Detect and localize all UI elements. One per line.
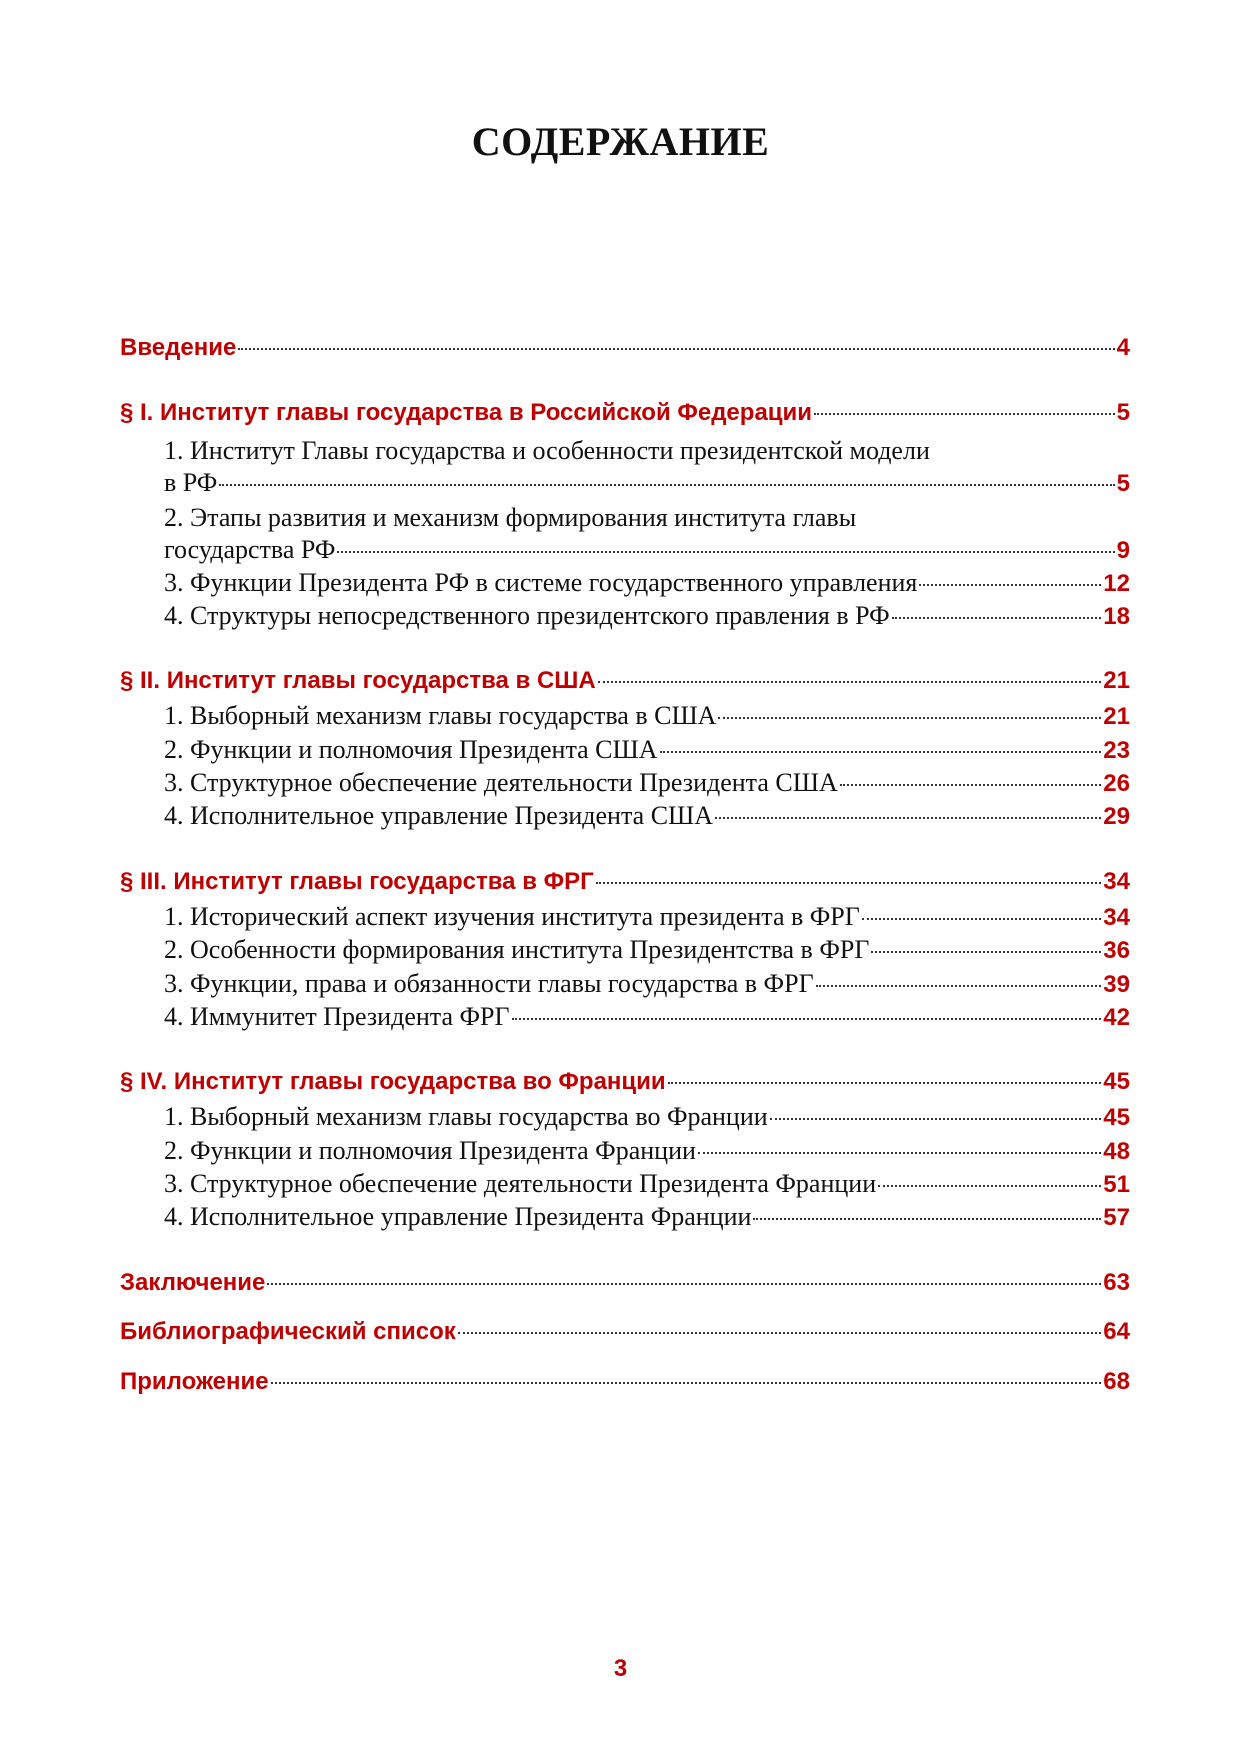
dot-leader [668, 1082, 1102, 1084]
toc-entry-page: 5 [1116, 470, 1130, 497]
toc-entry-page: 26 [1103, 770, 1130, 797]
toc-entry-label: Заключение [120, 1269, 266, 1296]
dot-leader [337, 551, 1114, 553]
dot-leader [816, 985, 1102, 987]
toc-entry-label: 3. Структурное обеспечение деятельности Президента США [164, 768, 838, 797]
dot-leader [814, 413, 1115, 415]
dot-leader [238, 348, 1114, 350]
toc-subsection-1-2[interactable] [164, 535, 1130, 571]
dot-leader [892, 617, 1102, 619]
toc-entry-label: 4. Иммунитет Президента ФРГ [164, 1002, 510, 1031]
toc-entry-page: 51 [1103, 1171, 1130, 1198]
dot-leader [770, 1118, 1102, 1120]
dot-leader [753, 1218, 1101, 1220]
toc-entry-bibliography[interactable] [120, 1318, 1130, 1354]
toc-subsection-2-3[interactable] [164, 768, 1130, 804]
toc-subsection-3-3[interactable] [164, 969, 1130, 1005]
dot-leader [267, 1283, 1101, 1285]
toc-entry-page: 4 [1116, 334, 1130, 361]
toc-entry-label: 4. Исполнительное управление Президента США [164, 801, 714, 830]
toc-entry-label: 1. Исторический аспект изучения института президента в ФРГ [164, 902, 860, 931]
toc-entry-conclusion[interactable] [120, 1269, 1130, 1305]
toc-entry-label: 1. Выборный механизм главы государства во Франции [164, 1102, 768, 1131]
toc-section-3[interactable] [120, 868, 1130, 904]
toc-entry-appendix[interactable] [120, 1368, 1130, 1404]
toc-entry-label: 2. Особенности формирования института Президентства в ФРГ [164, 935, 870, 964]
toc-entry-page: 21 [1103, 703, 1130, 730]
toc-entry-introduction[interactable] [120, 334, 1130, 370]
toc-entry-page: 29 [1103, 803, 1130, 830]
dot-leader [718, 717, 1101, 719]
toc-entry-page: 42 [1103, 1004, 1130, 1031]
toc-section-2[interactable] [120, 667, 1130, 703]
toc-entry-page: 12 [1103, 570, 1130, 597]
toc-entry-page: 18 [1103, 603, 1130, 630]
toc-entry-page: 39 [1103, 971, 1130, 998]
toc-entry-label: 3. Функции Президента РФ в системе государственного управления [164, 568, 918, 597]
dot-leader [715, 817, 1101, 819]
toc-entry-label: 4. Структуры непосредственного президентского правления в РФ [164, 601, 890, 630]
toc-entry-label: 2. Функции и полномочия Президента Франции [164, 1136, 696, 1165]
dot-leader [458, 1332, 1102, 1334]
toc-entry-page: 68 [1103, 1368, 1130, 1395]
toc-entry-page: 21 [1103, 667, 1130, 694]
toc-entry-label: 3. Структурное обеспечение деятельности Президента Франции [164, 1169, 877, 1198]
toc-subsection-2-1[interactable] [164, 701, 1130, 737]
toc-subsection-3-4[interactable] [164, 1002, 1130, 1038]
toc-entry-label: государства РФ [164, 535, 336, 564]
toc-subsection-1-1[interactable] [164, 468, 1130, 504]
dot-leader [512, 1018, 1102, 1020]
dot-leader [660, 751, 1102, 753]
toc-subsection-1-4[interactable] [164, 601, 1130, 637]
toc-entry-label: § I. Институт главы государства в Российской Федерации [120, 399, 813, 426]
toc-entry-label-line1[interactable]: 1. Институт Главы государства и особенности президентской модели [164, 436, 930, 465]
toc-subsection-4-3[interactable] [164, 1169, 1130, 1205]
toc-subsection-3-2[interactable] [164, 935, 1130, 971]
toc-subsection-3-1[interactable] [164, 902, 1130, 938]
toc-entry-page: 36 [1103, 937, 1130, 964]
toc-entry-page: 9 [1116, 537, 1130, 564]
dot-leader [598, 681, 1102, 683]
dot-leader [919, 584, 1101, 586]
toc-entry-label-line1[interactable]: 2. Этапы развития и механизм формирования института главы [164, 503, 857, 532]
toc-entry-page: 34 [1103, 868, 1130, 895]
toc-entry-label: Введение [120, 334, 237, 361]
toc-subsection-4-2[interactable] [164, 1136, 1130, 1172]
toc-entry-page: 64 [1103, 1318, 1130, 1345]
toc-entry-label: Приложение [120, 1368, 269, 1395]
toc-subsection-4-1[interactable] [164, 1102, 1130, 1138]
dot-leader [271, 1382, 1102, 1384]
toc-section-1[interactable] [120, 399, 1130, 435]
toc-entry-page: 45 [1103, 1104, 1130, 1131]
toc-section-4[interactable] [120, 1068, 1130, 1104]
toc-subsection-2-2[interactable] [164, 735, 1130, 771]
toc-entry-page: 5 [1116, 399, 1130, 426]
toc-entry-page: 23 [1103, 737, 1130, 764]
toc-entry-page: 45 [1103, 1068, 1130, 1095]
dot-leader [878, 1185, 1101, 1187]
toc-subsection-2-4[interactable] [164, 801, 1130, 837]
toc-entry-label: 2. Функции и полномочия Президента США [164, 735, 658, 764]
dot-leader [840, 784, 1102, 786]
toc-entry-label: § IV. Институт главы государства во Франции [120, 1068, 666, 1095]
toc-entry-label: 1. Выборный механизм главы государства в США [164, 701, 717, 730]
toc-entry-label: 4. Исполнительное управление Президента Франции [164, 1202, 752, 1231]
toc-entry-page: 34 [1103, 904, 1130, 931]
toc-entry-label: § II. Институт главы государства в США [120, 667, 596, 694]
toc-entry-page: 57 [1103, 1204, 1130, 1231]
page-title: СОДЕРЖАНИЕ [471, 119, 770, 164]
toc-entry-page: 48 [1103, 1138, 1130, 1165]
page-number: 3 [613, 1655, 628, 1682]
toc-entry-label: 3. Функции, права и обязанности главы государства в ФРГ [164, 969, 814, 998]
dot-leader [871, 951, 1101, 953]
dot-leader [596, 882, 1102, 884]
toc-subsection-4-4[interactable] [164, 1202, 1130, 1238]
toc-subsection-1-3[interactable] [164, 568, 1130, 604]
toc-entry-label: в РФ [164, 468, 218, 497]
toc-entry-label: § III. Институт главы государства в ФРГ [120, 868, 594, 895]
dot-leader [219, 484, 1114, 486]
dot-leader [862, 918, 1102, 920]
toc-entry-label: Библиографический список [120, 1318, 456, 1345]
toc-entry-page: 63 [1103, 1269, 1130, 1296]
dot-leader [698, 1152, 1101, 1154]
